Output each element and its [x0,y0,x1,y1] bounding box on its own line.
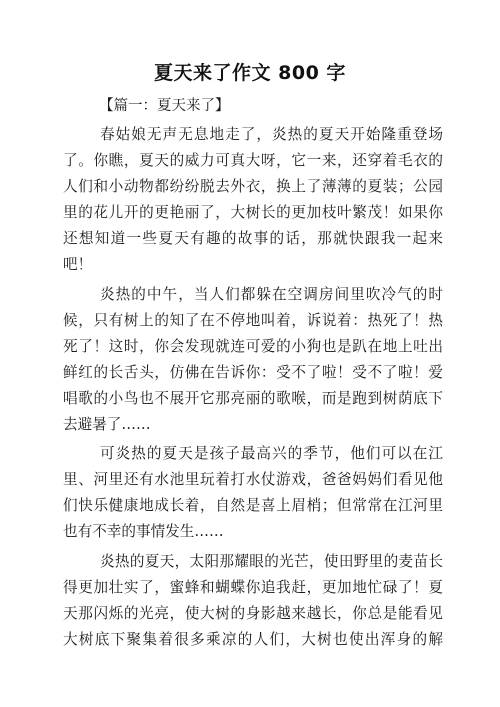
text-line: 候，只有树上的知了在不停地叫着，诉说着：热死了！热 [63,311,443,329]
text-line: 炎热的夏天，太阳那耀眼的光芒，使田野里的麦苗长 [100,552,443,570]
paragraph-2 [63,282,443,439]
text-line: 人们和小动物都纷纷脱去外衣，换上了薄薄的夏装；公园 [63,178,443,196]
text-line: 得更加壮实了，蜜蜂和蝴蝶你追我赶，更加地忙碌了！夏 [63,578,443,596]
text-line: 鲜红的长舌头，仿佛在告诉你：受不了啦！受不了啦！爱 [63,363,443,381]
article-body [63,122,443,656]
text-line: 了。你瞧，夏天的威力可真大呀，它一来，还穿着毛衣的 [63,152,443,170]
text-line: 里、河里还有水池里玩着打水仗游戏，爸爸妈妈们看见他 [63,471,443,489]
text-line: 里的花儿开的更艳丽了，大树长的更加枝叶繁茂！如果你 [63,204,443,222]
paragraph-1 [63,122,443,279]
paragraph-3 [63,441,443,545]
paragraph-4 [63,549,443,653]
text-line: 唱歌的小鸟也不展开它那亮丽的歌喉，而是跑到树荫底下 [63,389,443,407]
page-title: 夏天来了作文 800 字 [154,62,346,84]
text-line: 可炎热的夏天是孩子最高兴的季节，他们可以在江 [100,445,443,463]
section-heading: 【篇一：夏天来了】 [99,98,230,114]
text-line: 去避暑了…… [63,416,151,434]
text-line: 大树底下聚集着很多乘凉的人们，大树也使出浑身的解 [63,630,443,648]
text-line: 炎热的中午，当人们都躲在空调房间里吹冷气的时 [100,285,443,303]
text-line: 也有不幸的事情发生…… [63,523,224,541]
text-line: 吧！ [63,256,93,274]
text-line: 还想知道一些夏天有趣的故事的话，那就快跟我一起来 [63,230,443,248]
text-line: 春姑娘无声无息地走了，炎热的夏天开始隆重登场 [100,126,443,143]
text-line: 死了！这时，你会发现就连可爱的小狗也是趴在地上吐出 [63,337,443,355]
text-line: 天那闪烁的光亮，使大树的身影越来越长，你总是能看见 [63,604,443,622]
text-line: 们快乐健康地成长着，自然是喜上眉梢；但常常在江河里 [63,497,443,515]
